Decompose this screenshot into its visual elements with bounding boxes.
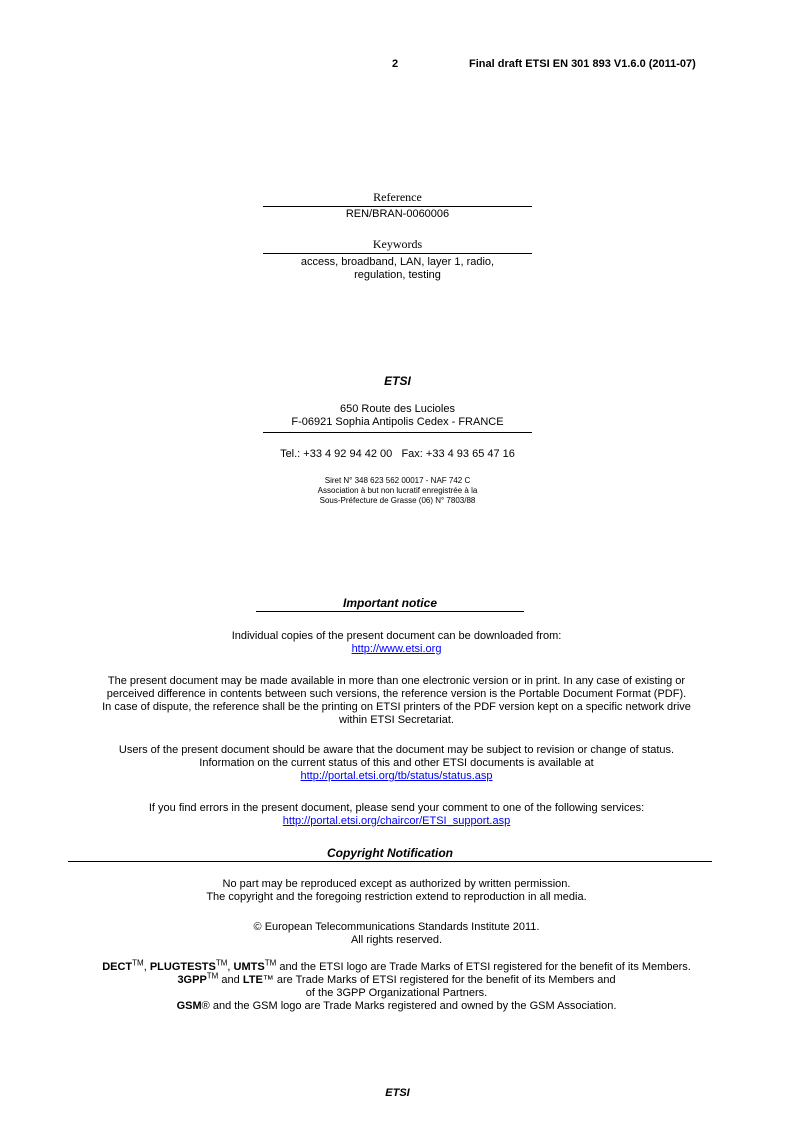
- keywords-line: regulation, testing: [354, 269, 441, 281]
- copyright-line: © European Telecommunications Standards Institute 2011.: [253, 921, 540, 933]
- download-paragraph: [60, 630, 733, 656]
- tm-symbol: TM: [132, 958, 144, 968]
- address-line: 650 Route des Lucioles: [340, 403, 455, 415]
- important-notice-title: Important notice: [342, 596, 437, 610]
- phone-fax: Tel.: +33 4 92 94 42 00 Fax: +33 4 93 65 47 16: [280, 448, 515, 460]
- copyright-line: The copyright and the foregoing restriction extend to reproduction in all media.: [206, 891, 587, 903]
- trademark-line: [40, 971, 753, 987]
- trademark-text: and: [218, 974, 243, 986]
- etsi-website-link[interactable]: http://www.etsi.org: [351, 643, 442, 655]
- status-link[interactable]: http://portal.etsi.org/tb/status/status.asp: [300, 770, 493, 782]
- trademark-line: of the 3GPP Organizational Partners.: [305, 987, 488, 999]
- tm-symbol: TM: [215, 958, 228, 968]
- trademarks-paragraph: [40, 958, 753, 1013]
- reference-label: Reference: [373, 190, 422, 204]
- paragraph-line: In case of dispute, the reference shall be the printing on ETSI printers of the PDF version kept on a specific network drive: [102, 701, 691, 713]
- paragraph-line: Information on the current status of this and other ETSI documents is available at: [199, 757, 594, 769]
- copyright-line: No part may be reproduced except as authorized by written permission.: [222, 878, 571, 890]
- keywords-label: Keywords: [372, 237, 423, 251]
- keywords-value: [263, 256, 532, 282]
- support-link[interactable]: http://portal.etsi.org/chaircor/ETSI_support.asp: [282, 815, 511, 827]
- copyright-paragraph: [60, 878, 733, 904]
- copyright-title: Copyright Notification: [327, 846, 453, 860]
- tm-symbol: TM: [206, 971, 219, 981]
- gsm-mark: GSM: [176, 1000, 202, 1012]
- dect-mark: DECT: [102, 961, 133, 973]
- association-line: Sous-Préfecture de Grasse (06) N° 7803/88: [319, 496, 476, 505]
- trademark-text: ® and the GSM logo are Trade Marks registered and owned by the GSM Association.: [201, 1000, 617, 1012]
- address-line: F-06921 Sophia Antipolis Cedex - FRANCE: [291, 416, 504, 428]
- page-number: 2: [392, 58, 399, 70]
- siret-line: Siret N° 348 623 562 00017 - NAF 742 C: [324, 476, 471, 485]
- trademark-line: [40, 1000, 753, 1013]
- download-text: Individual copies of the present document can be downloaded from:: [231, 630, 562, 642]
- keywords-rule: [263, 253, 532, 254]
- org-name: ETSI: [384, 374, 411, 388]
- paragraph-line: If you find errors in the present document, please send your comment to one of the following services:: [148, 802, 645, 814]
- notice-rule: [256, 611, 524, 612]
- org-address: [263, 403, 532, 429]
- document-id: Final draft ETSI EN 301 893 V1.6.0 (2011-07): [469, 58, 696, 70]
- trademark-line: DECT™, PLUGTESTS™, UMTS™ and the ETSI logo are Trade Marks of ETSI registered for the benefit of its Members.: [102, 958, 691, 973]
- trademark-text: ™ are Trade Marks of ETSI registered for the benefit of its Members and: [262, 974, 616, 986]
- reference-value: REN/BRAN-0060006: [345, 208, 450, 220]
- paragraph-line: within ETSI Secretariat.: [339, 714, 454, 726]
- umts-mark: UMTS: [233, 961, 265, 973]
- tm-symbol: TM: [264, 958, 277, 968]
- org-registration: [263, 476, 532, 506]
- paragraph-line: perceived difference in contents between such versions, the reference version is the Portable Document Format (PDF).: [106, 688, 687, 700]
- paragraph-line: Users of the present document should be aware that the document may be subject to revision or change of status.: [118, 744, 675, 756]
- 3gpp-mark: 3GPP: [177, 974, 207, 986]
- copyright-owner: [60, 921, 733, 947]
- versions-paragraph: [60, 675, 733, 727]
- trademark-text: and the ETSI logo are Trade Marks of ETSI registered for the benefit of its Members.: [276, 961, 691, 973]
- association-line: Association à but non lucratif enregistrée à la: [317, 486, 478, 495]
- footer-etsi: ETSI: [385, 1087, 410, 1099]
- keywords-line: access, broadband, LAN, layer 1, radio,: [300, 256, 495, 268]
- address-rule: [263, 432, 532, 433]
- status-paragraph: [60, 744, 733, 783]
- plugtests-mark: PLUGTESTS: [149, 961, 216, 973]
- copyright-line: All rights reserved.: [350, 934, 443, 946]
- copyright-rule: [68, 861, 712, 862]
- errors-paragraph: [60, 802, 733, 828]
- reference-rule: [263, 206, 532, 207]
- paragraph-line: The present document may be made available in more than one electronic version or in print. In any case of existing or: [107, 675, 686, 687]
- lte-mark: LTE: [242, 974, 263, 986]
